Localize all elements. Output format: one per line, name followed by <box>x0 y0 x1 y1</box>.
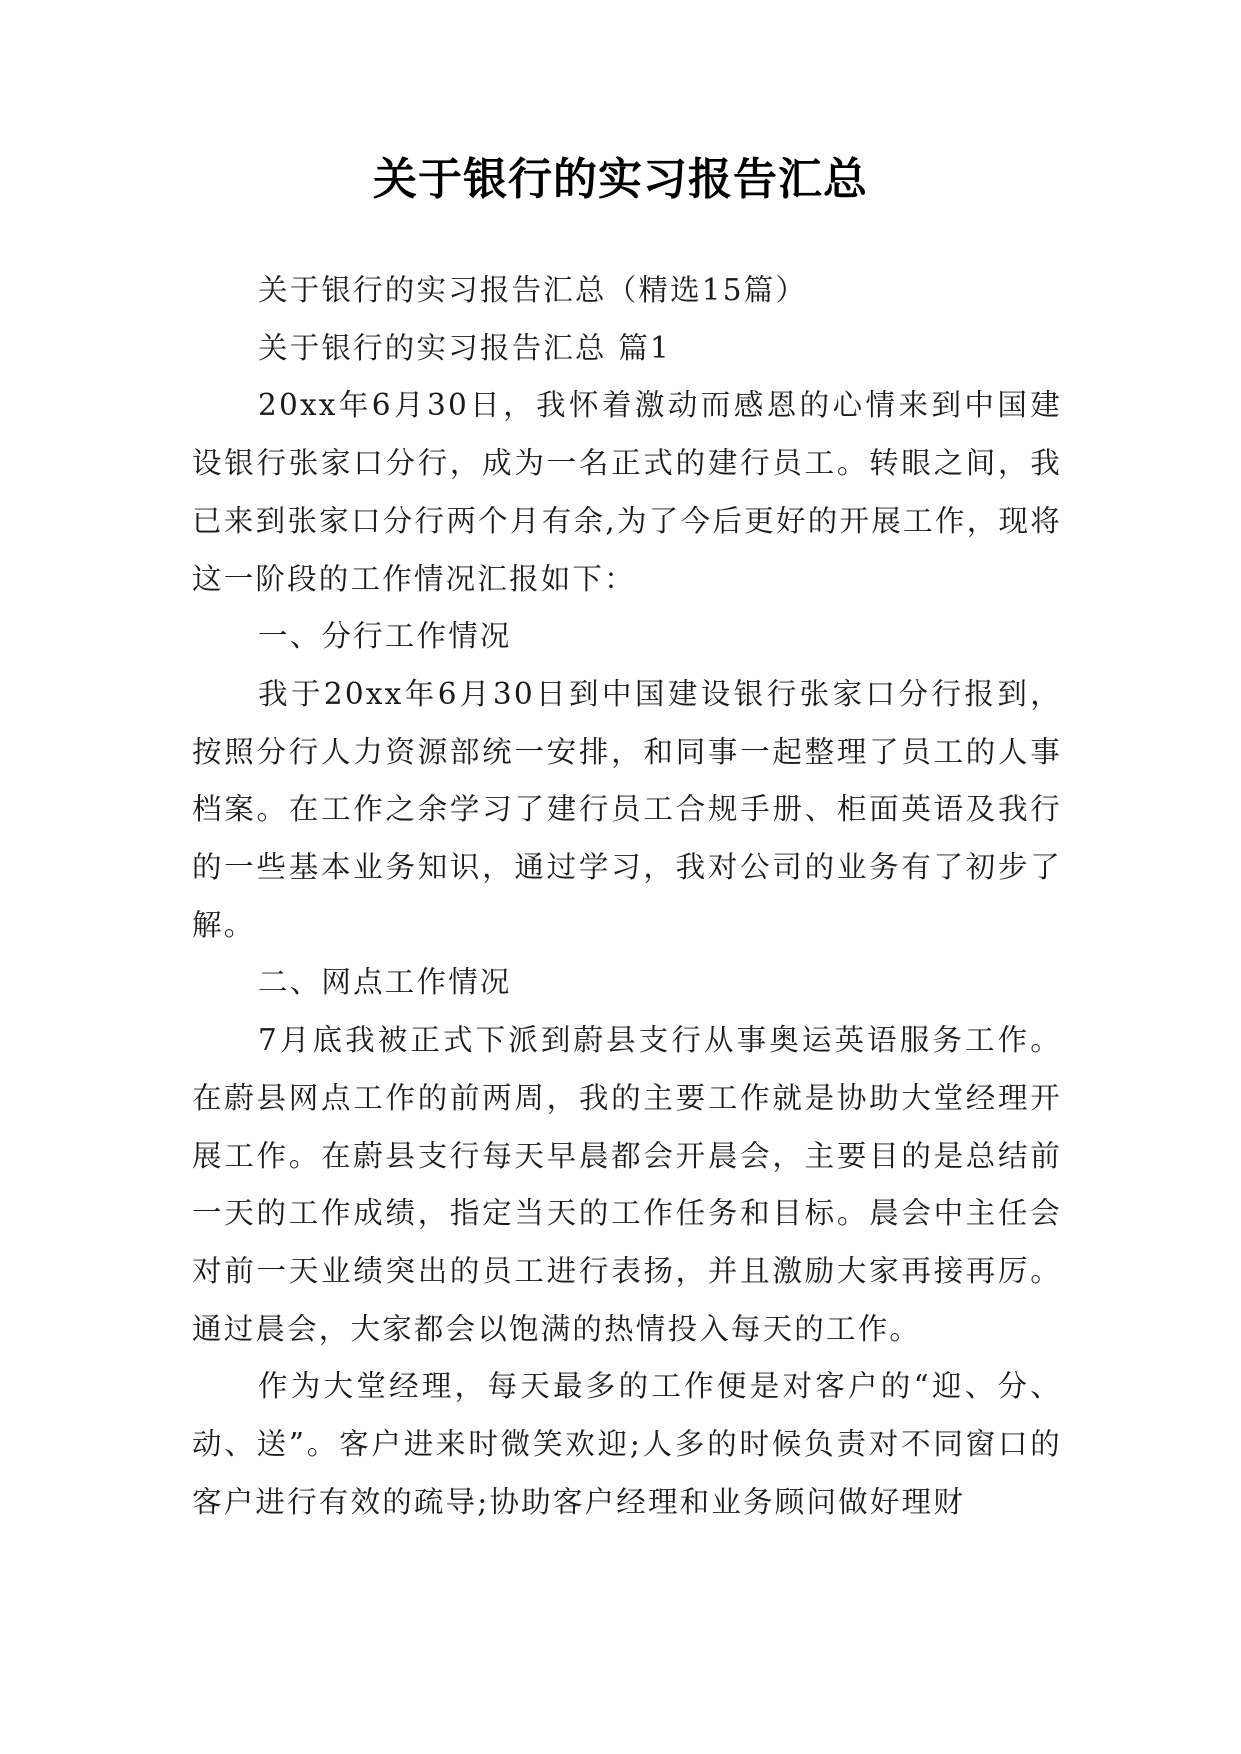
chapter-heading: 关于银行的实习报告汇总 篇1 <box>258 330 671 365</box>
document-body <box>192 262 1062 1531</box>
document-title: 关于银行的实习报告汇总 <box>373 154 868 205</box>
section-heading: 二、网点工作情况 <box>258 965 512 1000</box>
body-paragraph: 我于20xx年6月30日到中国建设银行张家口分行报到，按照分行人力资源部统一安排，和同事一起整理了员工的人事档案。在工作之余学习了建行员工合规手册、柜面英语及我行的一些基本业务知识，通过学习，我对公司的业务有了初步了解。 <box>192 676 1062 942</box>
body-paragraph: 作为大堂经理，每天最多的工作便是对客户的“迎、分、动、送”。客户进来时微笑欢迎;人多的时候负责对不同窗口的客户进行有效的疏导;协助客户经理和业务顾问做好理财 <box>192 1369 1062 1519</box>
body-paragraph: 7月底我被正式下派到蔚县支行从事奥运英语服务工作。在蔚县网点工作的前两周，我的主要工作就是协助大堂经理开展工作。在蔚县支行每天早晨都会开晨会，主要目的是总结前一天的工作成绩，指定当天的工作任务和目标。晨会中主任会对前一天业绩突出的员工进行表扬，并且激励大家再接再厉。通过晨会，大家都会以饱满的热情投入每天的工作。 <box>192 1023 1062 1346</box>
section-heading: 一、分行工作情况 <box>258 619 512 654</box>
body-paragraph: 20xx年6月30日，我怀着激动而感恩的心情来到中国建设银行张家口分行，成为一名正式的建行员工。转眼之间，我已来到张家口分行两个月有余,为了今后更好的开展工作，现将这一阶段的工作情况汇报如下： <box>192 388 1062 596</box>
subtitle-paragraph: 关于银行的实习报告汇总（精选15篇） <box>258 273 808 307</box>
